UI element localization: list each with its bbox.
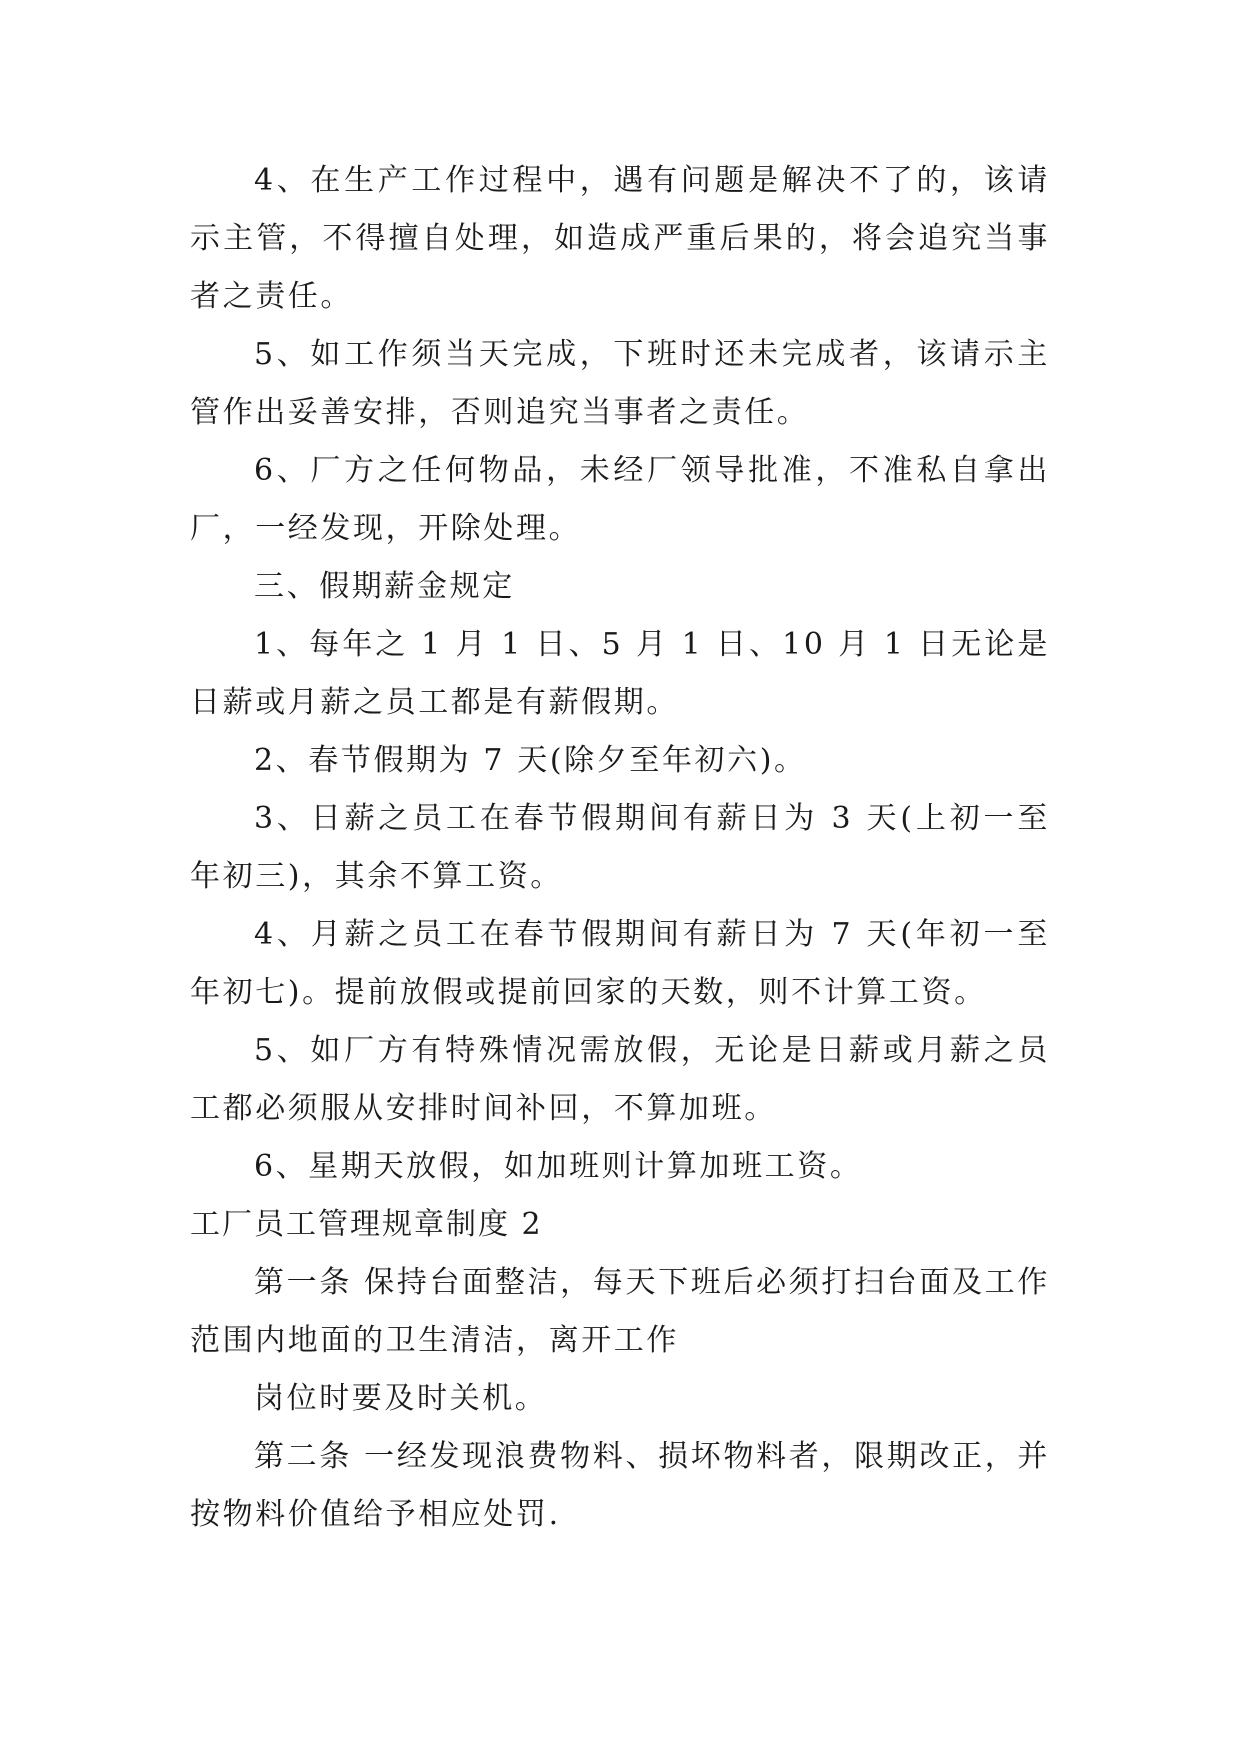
- paragraph-holiday-6: 6、星期天放假，如加班则计算加班工资。: [254, 1149, 863, 1184]
- section-heading-holiday-pay: 三、假期薪金规定: [254, 569, 515, 604]
- document-title-2: 工厂员工管理规章制度 2: [190, 1207, 543, 1242]
- document-body: [190, 152, 1050, 1544]
- paragraph-holiday-3: 3、日薪之员工在春节假期间有薪日为 3 天(上初一至年初三)，其余不算工资。: [190, 801, 1050, 894]
- paragraph-article-2: 第二条 一经发现浪费物料、损坏物料者，限期改正，并按物料价值给予相应处罚.: [190, 1439, 1050, 1532]
- paragraph-holiday-4: 4、月薪之员工在春节假期间有薪日为 7 天(年初一至年初七)。提前放假或提前回家的天数，则不计算工资。: [190, 917, 1050, 1010]
- paragraph-article-1-continued: 岗位时要及时关机。: [254, 1381, 548, 1416]
- paragraph-rule-6: 6、厂方之任何物品，未经厂领导批准，不准私自拿出厂，一经发现，开除处理。: [190, 453, 1050, 546]
- paragraph-rule-4: 4、在生产工作过程中，遇有问题是解决不了的，该请示主管，不得擅自处理，如造成严重后果的，将会追究当事者之责任。: [190, 163, 1050, 314]
- paragraph-rule-5: 5、如工作须当天完成，下班时还未完成者，该请示主管作出妥善安排，否则追究当事者之责任。: [190, 337, 1050, 430]
- paragraph-holiday-2: 2、春节假期为 7 天(除夕至年初六)。: [254, 743, 807, 778]
- paragraph-holiday-5: 5、如厂方有特殊情况需放假，无论是日薪或月薪之员工都必须服从安排时间补回，不算加班。: [190, 1033, 1050, 1126]
- paragraph-article-1: 第一条 保持台面整洁，每天下班后必须打扫台面及工作范围内地面的卫生清洁，离开工作: [190, 1265, 1050, 1358]
- paragraph-holiday-1: 1、每年之 1 月 1 日、5 月 1 日、10 月 1 日无论是日薪或月薪之员工都是有薪假期。: [190, 627, 1050, 720]
